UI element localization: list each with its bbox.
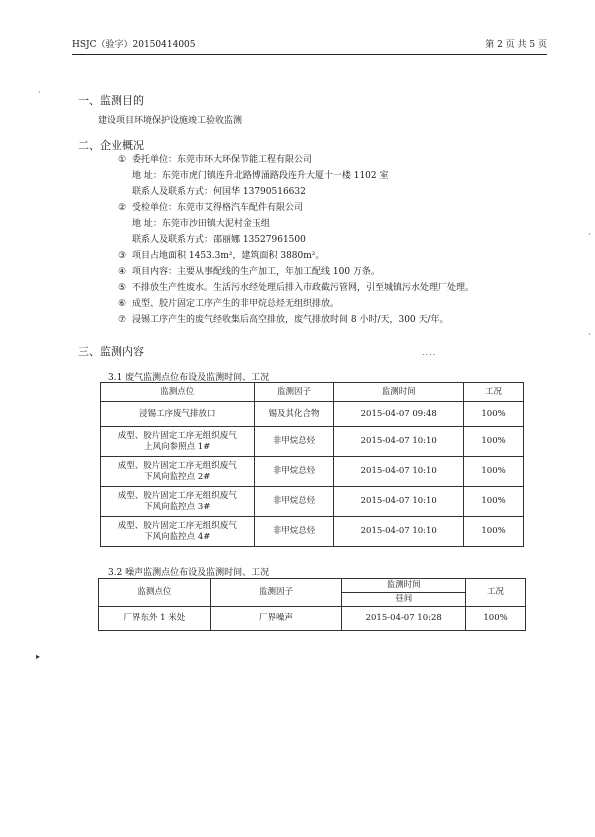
scan-mark: ·	[588, 230, 591, 239]
profile-item: ① 委托单位：东莞市环大环保节能工程有限公司	[118, 155, 313, 165]
cell-factor: 非甲烷总烃	[254, 487, 334, 517]
cell-status: 100%	[464, 402, 524, 427]
cell-point: 成型、胶片固定工序无组织废气 上风向参照点 1#	[101, 427, 255, 457]
cell-factor: 非甲烷总烃	[254, 517, 334, 547]
table-row	[101, 457, 524, 487]
header-time: 监测时间	[334, 383, 464, 402]
section1-text: 建设项目环境保护设施竣工验收监测	[98, 116, 243, 126]
profile-item: 联系人及联系方式：何国华 13790516632	[132, 187, 306, 197]
section2-title: 二、企业概况	[78, 139, 144, 152]
header-status: 工况	[464, 383, 524, 402]
cell-factor: 非甲烷总烃	[254, 427, 334, 457]
profile-item: ② 受检单位：东莞市艾得格汽车配件有限公司	[118, 203, 304, 213]
cell-status: 100%	[464, 517, 524, 547]
cell-factor: 非甲烷总烃	[254, 457, 334, 487]
table-header-row	[101, 383, 524, 402]
table-row	[101, 427, 524, 457]
cell-time: 2015-04-07 10:28	[342, 607, 466, 631]
cell-factor: 厂界噪声	[210, 607, 342, 631]
header-point: 监测点位	[99, 579, 211, 607]
cell-time: 2015-04-07 09:48	[334, 402, 464, 427]
header-factor: 监测因子	[210, 579, 342, 607]
table1-caption: 3.1 废气监测点位布设及监测时间、工况	[108, 373, 270, 383]
cell-status: 100%	[464, 427, 524, 457]
header-day: 昼间	[342, 593, 466, 607]
profile-item: 地 址：东莞市虎门镇连升北路博涌路段连升大厦十一楼 1102 室	[132, 171, 389, 181]
page-number: 第 2 页 共 5 页	[485, 40, 547, 50]
header-factor: 监测因子	[254, 383, 334, 402]
cell-time: 2015-04-07 10:10	[334, 487, 464, 517]
cell-point: 厂界东外 1 米处	[99, 607, 211, 631]
profile-item: ④ 项目内容：主要从事配线的生产加工，年加工配线 100 万条。	[118, 267, 380, 277]
cell-factor: 锡及其化合物	[254, 402, 334, 427]
table-header-row	[99, 579, 526, 593]
section1-title: 一、监测目的	[78, 94, 144, 107]
profile-item: 联系人及联系方式：邵丽娜 13527961500	[132, 235, 306, 245]
cell-point: 浸锡工序废气排放口	[101, 402, 255, 427]
header-status: 工况	[466, 579, 526, 607]
doc-id: HSJC（验字）20150414005	[72, 40, 196, 50]
profile-item: ③ 项目占地面积 1453.3m²，建筑面积 3880m²。	[118, 251, 325, 261]
profile-item: ⑥ 成型、胶片固定工序产生的非甲烷总烃无组织排放。	[118, 299, 340, 309]
cell-time: 2015-04-07 10:10	[334, 427, 464, 457]
cell-status: 100%	[466, 607, 526, 631]
cell-status: 100%	[464, 457, 524, 487]
profile-item: ⑦ 浸锡工序产生的废气经收集后高空排放，废气排放时间 8 小时/天，300 天/年。	[118, 315, 449, 325]
cell-point: 成型、胶片固定工序无组织废气 下风向监控点 3#	[101, 487, 255, 517]
table2-caption: 3.2 噪声监测点位布设及监测时间、工况	[108, 568, 270, 578]
stray-dots: ....	[422, 348, 437, 357]
header-point: 监测点位	[101, 383, 255, 402]
gas-monitoring-table	[100, 382, 524, 547]
table-row	[101, 517, 524, 547]
cell-time: 2015-04-07 10:10	[334, 457, 464, 487]
table-row	[101, 402, 524, 427]
scan-mark: ▸	[36, 652, 41, 661]
scan-mark: ·	[38, 88, 41, 97]
table-row	[99, 607, 526, 631]
header-time: 监测时间	[342, 579, 466, 593]
cell-time: 2015-04-07 10:10	[334, 517, 464, 547]
profile-item: 地 址：东莞市沙田镇大泥村金玉组	[132, 219, 270, 229]
cell-point: 成型、胶片固定工序无组织废气 下风向监控点 2#	[101, 457, 255, 487]
page-header	[72, 38, 547, 55]
scan-mark: ·	[588, 330, 591, 339]
cell-status: 100%	[464, 487, 524, 517]
profile-item: ⑤ 不排放生产性废水。生活污水经处理后排入市政截污管网，引至城镇污水处理厂处理。	[118, 283, 475, 293]
section3-title: 三、监测内容	[78, 345, 144, 358]
noise-monitoring-table	[98, 578, 526, 631]
cell-point: 成型、胶片固定工序无组织废气 下风向监控点 4#	[101, 517, 255, 547]
table-row	[101, 487, 524, 517]
